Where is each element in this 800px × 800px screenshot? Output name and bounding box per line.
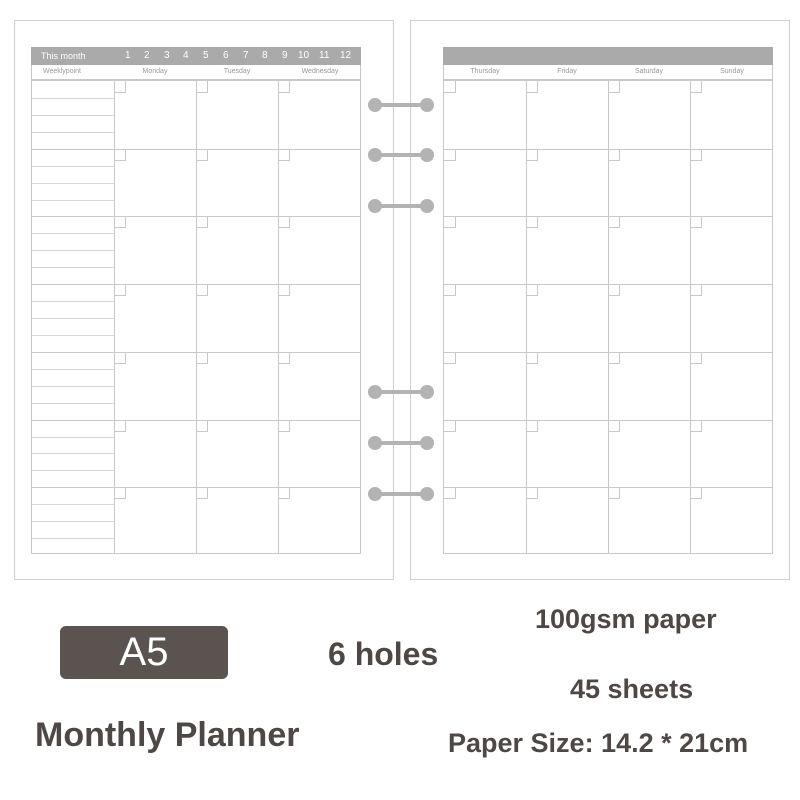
month-number: 8	[262, 50, 268, 61]
weeklypoint-line	[32, 453, 114, 454]
date-box	[608, 487, 620, 499]
month-number: 10	[298, 50, 310, 61]
weeklypoint-line	[32, 250, 114, 251]
day-label-tuesday: Tuesday	[223, 68, 251, 75]
date-box	[526, 149, 538, 161]
weeklypoint-line	[32, 183, 114, 184]
month-number: 6	[223, 50, 229, 61]
date-box	[278, 420, 290, 432]
day-label-sunday: Sunday	[720, 68, 744, 75]
weeklypoint-line	[32, 538, 114, 539]
date-box	[196, 284, 208, 296]
month-number: 3	[164, 50, 170, 61]
date-box	[608, 216, 620, 228]
date-box	[608, 420, 620, 432]
date-box	[114, 284, 126, 296]
date-box	[278, 487, 290, 499]
date-box	[608, 284, 620, 296]
weeklypoint-line	[32, 301, 114, 302]
weeklypoint-line	[32, 386, 114, 387]
date-box	[690, 81, 702, 93]
weeklypoint-line	[32, 98, 114, 99]
month-number: 2	[144, 50, 150, 61]
product-name: Monthly Planner	[35, 716, 300, 754]
weeklypoint-line	[32, 521, 114, 522]
date-box	[608, 352, 620, 364]
weeklypoint-line	[32, 470, 114, 471]
weeklypoint-line	[32, 166, 114, 167]
size-badge: A5	[60, 626, 228, 679]
date-box	[526, 216, 538, 228]
binder-ring	[368, 436, 434, 450]
date-box	[444, 216, 456, 228]
weeklypoint-line	[32, 369, 114, 370]
date-box	[114, 149, 126, 161]
weeklypoint-line	[32, 335, 114, 336]
date-box	[196, 216, 208, 228]
planner-page-left	[14, 20, 394, 580]
date-box	[690, 216, 702, 228]
date-box	[114, 352, 126, 364]
date-box	[690, 487, 702, 499]
binder-ring	[368, 487, 434, 501]
weeklypoint-line	[32, 403, 114, 404]
day-label-wednesday: Wednesday	[301, 68, 339, 75]
binder-ring	[368, 199, 434, 213]
date-box	[526, 81, 538, 93]
month-number: 1	[125, 50, 131, 61]
date-box	[114, 420, 126, 432]
day-label-thursday: Thursday	[470, 68, 500, 75]
sheet-count-caption: 45 sheets	[570, 674, 694, 704]
day-header-row	[31, 65, 361, 80]
weeklypoint-label: Weeklypoint	[42, 68, 81, 75]
weeklypoint-line	[32, 437, 114, 438]
weeklypoint-line	[32, 132, 114, 133]
date-box	[690, 149, 702, 161]
date-box	[526, 487, 538, 499]
binder-ring	[368, 98, 434, 112]
date-box	[444, 149, 456, 161]
date-box	[196, 81, 208, 93]
binder-ring	[368, 148, 434, 162]
date-box	[196, 149, 208, 161]
date-box	[690, 420, 702, 432]
date-box	[278, 81, 290, 93]
day-label-friday: Friday	[557, 68, 577, 75]
calendar-grid-right	[443, 80, 773, 554]
date-box	[278, 284, 290, 296]
day-label-saturday: Saturday	[634, 68, 664, 75]
weeklypoint-line	[32, 318, 114, 319]
date-box	[444, 81, 456, 93]
paper-weight-caption: 100gsm paper	[535, 604, 717, 634]
month-header-bar	[31, 47, 361, 65]
month-number: 12	[340, 50, 352, 61]
binder-ring	[368, 385, 434, 399]
date-box	[278, 149, 290, 161]
day-label-monday: Monday	[142, 68, 168, 75]
month-number: 9	[282, 50, 288, 61]
weeklypoint-line	[32, 504, 114, 505]
this-month-label: This month	[41, 51, 86, 61]
holes-caption: 6 holes	[328, 636, 439, 672]
month-number: 5	[203, 50, 209, 61]
month-number: 11	[319, 50, 330, 61]
date-box	[608, 149, 620, 161]
date-box	[196, 487, 208, 499]
date-box	[526, 352, 538, 364]
date-box	[114, 216, 126, 228]
date-box	[526, 420, 538, 432]
month-number: 7	[243, 50, 249, 61]
day-header-row	[443, 65, 773, 80]
date-box	[690, 352, 702, 364]
month-header-bar-blank	[443, 47, 773, 65]
date-box	[114, 487, 126, 499]
date-box	[608, 81, 620, 93]
month-number: 4	[183, 50, 189, 61]
weeklypoint-line	[32, 267, 114, 268]
weeklypoint-line	[32, 233, 114, 234]
date-box	[196, 420, 208, 432]
date-box	[444, 352, 456, 364]
planner-page-right	[410, 20, 790, 580]
date-box	[114, 81, 126, 93]
weeklypoint-line	[32, 115, 114, 116]
calendar-grid-left	[31, 80, 361, 554]
date-box	[690, 284, 702, 296]
weeklypoint-line	[32, 200, 114, 201]
date-box	[526, 284, 538, 296]
paper-size-caption: Paper Size: 14.2 * 21cm	[448, 728, 749, 758]
date-box	[444, 420, 456, 432]
date-box	[444, 487, 456, 499]
date-box	[196, 352, 208, 364]
date-box	[278, 352, 290, 364]
date-box	[278, 216, 290, 228]
date-box	[444, 284, 456, 296]
